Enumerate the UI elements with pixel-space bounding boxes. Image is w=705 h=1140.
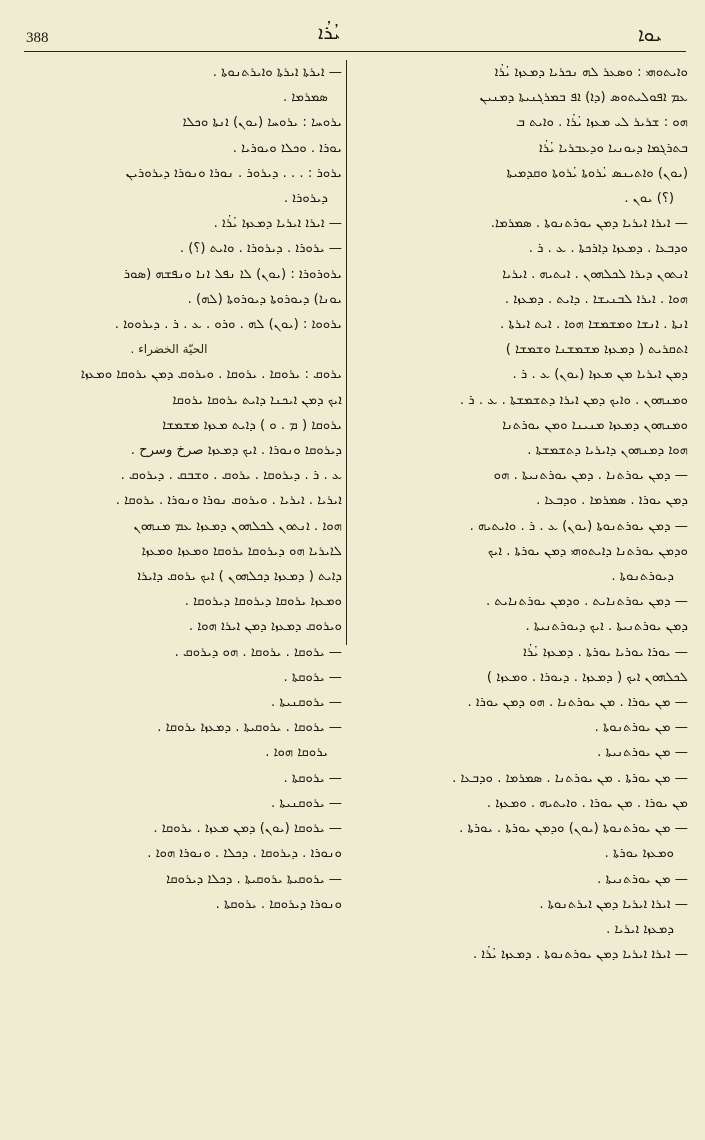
entry-line: ܡܢ ܝܘܪܐ . ܡܢ ܝܘܪܐ . ܘܐܝܬܝܗ . ܘܡܥܙܐ . bbox=[486, 795, 688, 811]
entry-line: — ܐܝܪܐ ܐܝܪܝܐ ܕܡܢ ܝܘܪܬܢܘܬܐ . ܕܡܥܙܐ ܝܳܪܳܐ . bbox=[472, 947, 688, 963]
entry-line: ܝܪܘܩ : ܝܪܘܩܐ . ܝܪܘܩܐ . ܘܝܪܘܩ ܕܡܢ ܝܪܘܩܐ ܘܡܥܙܐ bbox=[80, 367, 342, 383]
entry-line: — ܕܡܢ ܝܘܪܬܢܐ . ܕܡܢ ܝܘܪܬܢܝܬܐ . ܗܘ bbox=[493, 468, 688, 484]
entry-line: ܗܘܐ ܕܡܢܗܘܢ ܕܐܝܪܝܐ ܕܬܫܡܫܬܐ . bbox=[527, 443, 688, 459]
header-rule bbox=[24, 51, 686, 52]
entry-line: ܠܐܝܪܝܐ ܗܘ ܕܝܪܘܩܐ ܝܪܘܩܐ ܘܡܥܙܐ ܘܡܥܙܐ bbox=[141, 543, 342, 559]
entry-line: — ܐܝܪܬܐ ܐܝܪܬܐ ܘܐܝܪܬܢܘܬܐ . bbox=[212, 65, 342, 80]
entry-line: (؟) ܝܘܢ . bbox=[624, 191, 674, 207]
entry-line: — ܝܪܘܩܐ (ܝܘܢ) ܕܡܢ ܡܥܙܐ . ܝܪܘܩܐ . bbox=[153, 821, 342, 837]
entry-line: — ܡܢ ܝܘܪܬܢܝܬܐ . bbox=[597, 745, 688, 761]
entry-line: ܝܪܘܩܐ ( ܡ . ܘ ) ܕܐܝܬ ܡܥܙܐ ܡܫܡܫܐ bbox=[162, 417, 342, 433]
entry-line: ܝܘܢܐ) ܕܝܘܪܘܬܐ ܕܝܘܪܘܬܐ (ܠܗ) . bbox=[187, 291, 342, 307]
entry-line: — ܡܢ ܝܘܪܬܢܘܬܐ (ܝܘܢ) ܘܕܡܢ ܝܘܪܬܐ . ܝܘܪܬܐ . bbox=[459, 821, 688, 837]
entry-line: ܝܪܘܪ : . . . ܕܝܪܘܪ . ܢܘܪܐ ܘܢܘܪܐ ܕܝܪܘܪܝܢ bbox=[125, 165, 342, 181]
right-column bbox=[352, 60, 688, 967]
entry-line: ܠܟܠܗܘܢ ܐܝܟ ( ܕܡܥܙܐ . ܕܝܘܪܐ . ܘܡܥܙܐ ) bbox=[486, 669, 688, 685]
entry-line: — ܐܝܪܐ ܐܝܪܝܐ ܕܡܥܙܐ ܝܳܪܳܐ . bbox=[213, 216, 342, 232]
running-head-right: ܝܘܐ bbox=[638, 24, 662, 46]
entry-line: — ܕܡܢ ܝܘܪܬܢܘܬܐ (ܝܘܢ) ܥ . ܪ . ܘܐܝܬܝܗ . bbox=[469, 518, 688, 534]
entry-line: — ܝܘܪܐ ܝܘܪܝܐ ܝܘܪܬܐ . ܕܡܥܙܐ ܝܳܪܳܐ bbox=[523, 644, 688, 660]
entry-line: — ܝܪܘܩܢܝܬܐ . bbox=[271, 795, 342, 811]
entry-line: ܐܝܟ ܕܡܢ ܐܝܟܢܐ ܕܐܝܬ ܝܪܘܩܐ ܝܪܘܩܐ bbox=[172, 392, 342, 408]
entry-line: ܕܝܪܘܩܐ ܘܢܘܪܐ . ܐܝܟ ܕܡܥܙܐ صرخ وسرح . bbox=[130, 443, 342, 459]
entry-line: ܐܬܩܪܝܬ ( ܕܡܥܙܐ ܡܫܡܫܢܐ ܘܫܡܫܐ ) bbox=[505, 342, 688, 358]
entry-line: — ܝܪܘܩܢܝܬܐ . bbox=[271, 695, 342, 711]
entry-line: — ܡܢ ܝܘܪܬܢܘܬܐ . bbox=[594, 720, 688, 736]
entry-line: ܕܝܘܪܬܢܘܬܐ . bbox=[611, 569, 674, 585]
entry-line: — ܐܝܪܐ ܐܝܪܝܐ ܕܡܢ ܐܝܪܬܢܘܬܐ . bbox=[539, 896, 688, 912]
entry-line: ܝܪܘܘܐ : (ܝܘܢ) ܠܗ . ܘܪܘ . ܥ . ܪ . ܕܝܪܘܘܐ . bbox=[114, 317, 342, 333]
page-header bbox=[0, 8, 705, 48]
entry-line: — ܝܪܘܩܬܐ . bbox=[283, 669, 342, 685]
entry-line: ܘܕܒܥܐ . ܕܡܥܙܐ ܕܐܪܟܬܐ . ܥ . ܪ . bbox=[528, 241, 688, 257]
entry-line: ܘܢܘܪܐ ܕܝܪܘܩܐ . ܝܪܘܩܬܐ . bbox=[215, 896, 342, 912]
entry-line: ܗܘܐ . ܐܝܪܐ ܠܒܢܝܫܐ . ܕܐܝܬ . ܕܡܥܙܐ . bbox=[504, 291, 688, 307]
entry-line: ܘܡܢܗܘܢ ܕܡܥܙܐ ܡܢܝܢܐ ܘܡܢ ܝܘܪܬܢܐ bbox=[502, 417, 688, 433]
entry-line: ܘܝܪܘܩ ܕܡܥܙܐ ܕܡܢ ܐܝܪܐ ܗܘܐ . bbox=[188, 619, 342, 635]
entry-line: — ܡܢ ܝܘܪܐ . ܡܢ ܝܘܪܬܢܐ . ܗܘ ܕܡܢ ܝܘܪܐ . bbox=[467, 695, 688, 711]
entry-line: ܗܘ : ܫܪܝܪ ܠܝ ܡܥܙܐ ܝܳܪܳܐ . ܘܐܝܬ ܒ bbox=[516, 115, 688, 131]
entry-line: ܣܡܪܡܐ . bbox=[282, 90, 328, 106]
entry-line: ܝܘܪܐ . ܘܟܠܐ ܘܝܘܪܝܐ . bbox=[232, 140, 342, 156]
entry-line: ܕܝܪܘܪܐ . bbox=[283, 191, 328, 207]
column-divider bbox=[346, 60, 347, 645]
entry-line: ܗܘܐ . ܐܢܬܘܢ ܠܟܠܗܘܢ ܕܡܥܙܐ ܥܡ ܡܢܗܘܢ bbox=[133, 518, 342, 534]
entry-line: ܐܢܬܐ . ܐܢܫܐ ܘܡܫܡܫܐ ܗܘܐ . ܐܝܬ ܐܝܪܬܐ . bbox=[500, 317, 688, 333]
entry-line: ܘܡܥܙܐ ܝܘܪܬܐ . bbox=[604, 846, 674, 862]
page-number: 388 bbox=[26, 30, 49, 46]
running-head-center: ܝܳܪܳܐ bbox=[318, 22, 341, 44]
entry-line: — ܕܡܢ ܝܘܪܬܢܐܝܬ . ܘܕܡܢ ܝܘܪܬܢܐܝܬ . bbox=[486, 594, 688, 610]
entry-line: ܕܡܢ ܝܘܪܬܢܝܬܐ . ܐܝܟ ܕܝܘܪܬܢܝܬܐ . bbox=[525, 619, 688, 635]
entry-line: — ܝܪܘܪܐ . ܕܝܪܘܪܐ . ܘܐܝܬ (؟) . bbox=[179, 241, 342, 257]
entry-line: الحيّة الخضراء . bbox=[130, 342, 208, 357]
left-column bbox=[24, 60, 342, 917]
entry-line: ܥܡ ܐܦܘܠܝܬܘܣ (ܕܐ) ܐܦ ܒܡܪܓܢܝܬܐ ܕܡܢܝܢ bbox=[479, 90, 688, 106]
entry-line: — ܝܪܘܩܐ . ܝܪܘܩܝܬܐ . ܕܡܥܙܐ ܝܪܘܩܐ . bbox=[157, 720, 342, 736]
entry-line: ܝܪܘܪܘܪܐ : (ܝܘܢ) ܠܐ ܢܦܠ ܐܢܐ ܘܢܦܫܗ (ܣܘܪ bbox=[123, 266, 342, 282]
entry-line: ܕܡܢ ܐܝܪܝܐ ܡܢ ܡܥܙܐ (ܝܘܢ) ܥ . ܪ . bbox=[512, 367, 688, 383]
entry-line: ܥ . ܪ . ܕܝܪܘܩܐ . ܝܪܘܩ . ܘܫܒܩ . ܕܝܪܘܩ . bbox=[120, 468, 342, 484]
entry-line: ܘܡܢܗܘܢ . ܘܐܝܟ ܕܡܢ ܐܝܪܐ ܕܬܫܡܫܬܐ . ܥ . ܪ . bbox=[459, 392, 688, 408]
entry-line: ܘܡܥܙܐ ܝܪܘܩܐ ܕܝܪܘܩܐ ܕܝܪܘܩܐ . bbox=[184, 594, 342, 610]
entry-line: ܘܕܡܢ ܝܘܪܬܢܐ ܕܐܝܬܘܗܝ ܕܡܢ ܝܘܪܬܐ . ܐܝܟ bbox=[487, 543, 688, 559]
entry-line: — ܝܪܘܩܬܐ . bbox=[283, 770, 342, 786]
entry-line: — ܐܝܪܐ ܐܝܪܝܐ ܕܡܢ ܝܘܪܬܢܘܬܐ . ܣܡܪܡܐ. bbox=[490, 216, 688, 232]
entry-line: ܘܢܘܪܐ . ܕܝܪܘܩܐ . ܕܟܠܐ . ܘܢܘܪܐ ܗܘܐ . bbox=[147, 846, 342, 862]
entry-line: ܕܡܥܙܐ ܐܝܪܝܐ . bbox=[606, 921, 674, 937]
entry-line: — ܝܪܘܩܐ . ܝܪܘܩܐ . ܗܘ ܕܝܪܘܩ . bbox=[174, 644, 342, 660]
entry-line: ܝܪܘܩܐ ܗܘܐ . bbox=[265, 745, 328, 761]
entry-line: ܝܪܘܚܐ : ܝܪܘܚܐ (ܝܘܢ) ܐܢܬܐ ܘܟܠܐ bbox=[182, 115, 342, 131]
entry-line: — ܝܪܘܩܝܬܐ ܝܪܘܩܝܬܐ . ܕܟܠܐ ܕܝܪܘܩܐ bbox=[166, 871, 342, 887]
entry-line: — ܡܢ ܝܘܪܬܢܝܬܐ . bbox=[597, 871, 688, 887]
entry-line: ܐܝܪܝܐ . ܐܝܪܝܐ . ܘܝܪܘܩ ܢܘܪܐ ܘܢܘܪܐ . ܝܪܘܩܐ . bbox=[115, 493, 342, 509]
entry-line: — ܡܢ ܝܘܪܬܐ . ܡܢ ܝܘܪܬܢܐ . ܣܡܪܡܐ . ܘܕܒܥܐ . bbox=[452, 770, 688, 786]
entry-line: ܕܡܢ ܝܘܪܐ . ܣܡܪܡܐ . ܘܕܒܥܐ . bbox=[536, 493, 688, 509]
entry-line: ܘܐܝܬܘܗܝ : ܘܣܥܪ ܠܗ ܢܟܪܝܐ ܕܡܥܙܐ ܝܳܪܳܐ bbox=[494, 65, 688, 80]
entry-line: ܐܢܬܘܢ ܕܝܪܐ ܠܟܠܗܘܢ . ܐܝܬܝܗ . ܐܝܪܝܐ bbox=[502, 266, 688, 282]
entry-line: ܕܐܝܬ ( ܕܡܥܙܐ ܕܟܠܗܘܢ ) ܐܝܟ ܝܪܘܩ ܕܐܝܪܐ bbox=[137, 569, 342, 585]
entry-line: ܒܬܪܓܡܐ ܕܝܘܢܝܐ ܘܕܥܒܪܝܐ ܝܳܪܳܐ bbox=[538, 140, 688, 156]
entry-line: (ܝܘܢ) ܘܐܬܝܢܣ ܝܳܪܘܬܐ ܝܳܪܘܬܐ ܘܩܕܡܝܬܐ bbox=[506, 165, 688, 181]
